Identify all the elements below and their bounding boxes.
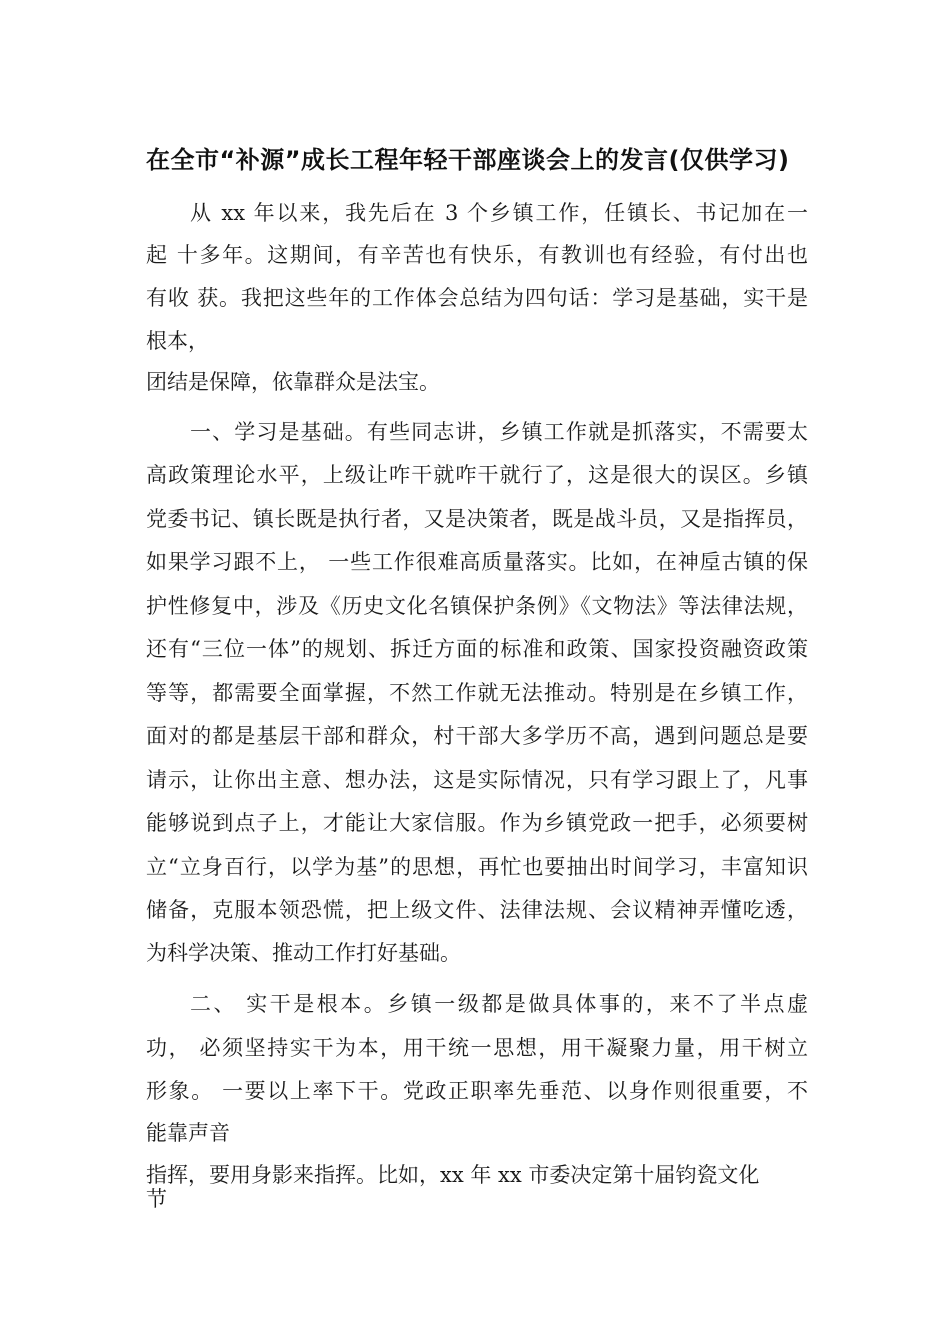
- paragraph-1-line-3: 有收 获。我把这些年的工作体会总结为四句话：学习是基础，实干是: [146, 286, 808, 310]
- paragraph-2-line-11: 立“立身百行，以学为基”的思想，再忙也要抽出时间学习，丰富知识: [146, 855, 808, 879]
- paragraph-2-line-4: 如果学习跟不上， 一些工作很难高质量落实。比如，在神垕古镇的保: [146, 550, 808, 574]
- paragraph-1-line-4: 根本，: [146, 329, 209, 353]
- paragraph-2-line-7: 等等，都需要全面掌握，不然工作就无法推动。特别是在乡镇工作，: [146, 681, 808, 705]
- paragraph-3-line-3: 形象。 一要以上率下干。党政正职率先垂范、以身作则很重要，不: [146, 1079, 808, 1103]
- paragraph-2-line-3: 党委书记、镇长既是执行者，又是决策者，既是战斗员，又是指挥员，: [146, 507, 808, 531]
- paragraph-3-line-2: 功， 必须坚持实干为本，用干统一思想，用干凝聚力量，用干树立: [146, 1036, 808, 1060]
- paragraph-2-line-2: 高政策理论水平，上级让咋干就咋干就行了，这是很大的误区。乡镇: [146, 463, 808, 487]
- paragraph-2-line-1: 一、学习是基础。有些同志讲，乡镇工作就是抓落实，不需要太: [190, 420, 808, 444]
- paragraph-2-line-9: 请示，让你出主意、想办法，这是实际情况，只有学习跟上了，凡事: [146, 768, 808, 792]
- paragraph-1-line-2: 起 十多年。这期间，有辛苦也有快乐，有教训也有经验，有付出也: [146, 243, 808, 267]
- paragraph-3-line-4: 能靠声音: [146, 1121, 230, 1145]
- paragraph-2-line-6: 还有“三位一体”的规划、拆迁方面的标准和政策、国家投资融资政策: [146, 637, 808, 661]
- paragraph-2-line-8: 面对的都是基层干部和群众，村干部大多学历不高，遇到问题总是要: [146, 724, 808, 748]
- paragraph-2-line-5: 护性修复中，涉及《历史文化名镇保护条例》《文物法》等法律法规，: [146, 594, 808, 618]
- paragraph-2-line-13: 为科学决策、推动工作打好基础。: [146, 941, 461, 965]
- paragraph-2-line-10: 能够说到点子上，才能让大家信服。作为乡镇党政一把手，必须要树: [146, 811, 808, 835]
- paragraph-2-line-12: 储备，克服本领恐慌，把上级文件、法律法规、会议精神弄懂吃透，: [146, 898, 808, 922]
- document-title: 在全市“补源”成长工程年轻干部座谈会上的发言(仅供学习): [146, 146, 790, 174]
- paragraph-3-line-6: 节: [146, 1187, 167, 1211]
- paragraph-1-line-1: 从 xx 年以来，我先后在 3 个乡镇工作，任镇长、书记加在一: [190, 201, 808, 225]
- paragraph-3-line-1: 二、 实干是根本。乡镇一级都是做具体事的，来不了半点虚: [190, 992, 808, 1016]
- paragraph-1-line-5: 团结是保障，依靠群众是法宝。: [146, 370, 440, 394]
- paragraph-3-line-5: 指挥，要用身影来指挥。比如，xx 年 xx 市委决定第十届钧瓷文化: [146, 1163, 760, 1187]
